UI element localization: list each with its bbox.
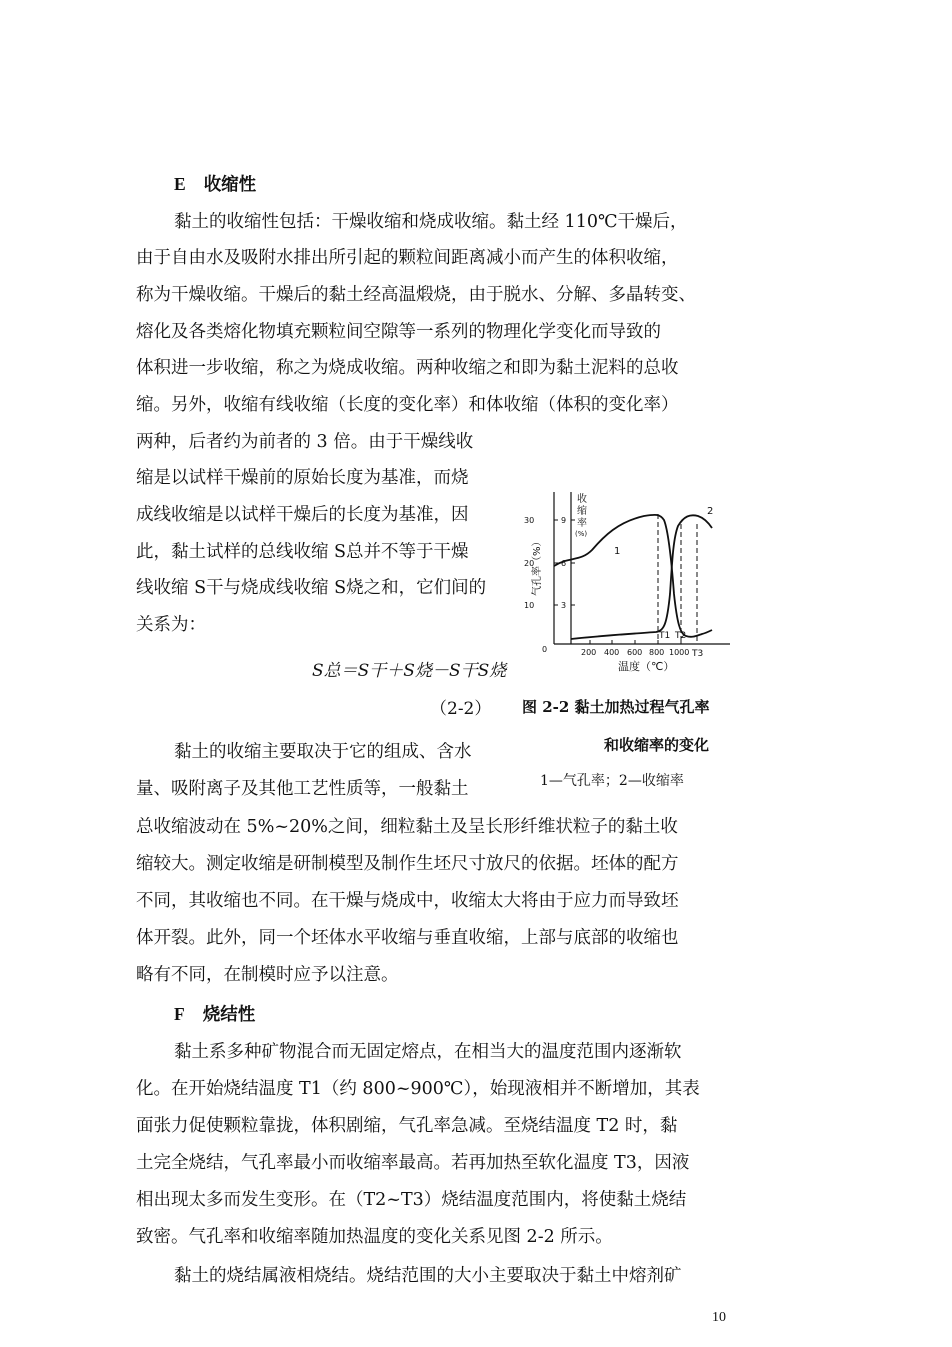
left-tick-label-10: 10 bbox=[524, 601, 535, 610]
right-axis-label-4: (%) bbox=[575, 530, 588, 538]
figure-plot bbox=[518, 484, 738, 674]
x-tick-label-200: 200 bbox=[581, 648, 597, 657]
para-e-line-11: 线收缩 S干与烧成线收缩 S烧之和，它们间的 bbox=[136, 578, 487, 598]
para-f-line-1: 黏土系多种矿物混合而无固定熔点，在相当大的温度范围内逐渐软 bbox=[174, 1042, 682, 1062]
para-e-line-2: 由于自由水及吸附水排出所引起的颗粒间距离减小而产生的体积收缩， bbox=[136, 248, 679, 268]
para-e-line-12: 关系为： bbox=[136, 615, 206, 635]
left-tick-label-30: 30 bbox=[524, 516, 535, 525]
figure-legend: 1—气孔率；2—收缩率 bbox=[540, 773, 684, 789]
right-tick-label-9: 9 bbox=[561, 516, 567, 525]
section-heading-e bbox=[174, 172, 256, 197]
para-shrink-line-4: 缩较大。测定收缩是研制模型及制作生坯尺寸放尺的依据。坯体的配方 bbox=[136, 854, 679, 874]
page-number: 10 bbox=[712, 1310, 726, 1325]
marker-label-t3: T3 bbox=[692, 649, 704, 659]
x-tick-label-1000: 1000 bbox=[669, 648, 690, 657]
equation-number: （2-2） bbox=[430, 699, 492, 719]
left-axis-label: 气孔率（%） bbox=[532, 536, 543, 596]
x-tick-label-600: 600 bbox=[627, 648, 643, 657]
para-shrink-line-5: 不同，其收缩也不同。在干燥与烧成中，收缩太大将由于应力而导致坯 bbox=[136, 891, 679, 911]
figure-2-2 bbox=[518, 484, 738, 674]
para-e-line-4: 熔化及各类熔化物填充颗粒间空隙等一系列的物理化学变化而导致的 bbox=[136, 322, 661, 342]
section-title-f: 烧结性 bbox=[202, 1005, 256, 1025]
marker-label-t2: T2 bbox=[675, 631, 687, 641]
x-axis-label: 温度（℃） bbox=[618, 660, 675, 673]
section-letter-e: E bbox=[174, 174, 186, 194]
para-shrink-line-1: 黏土的收缩主要取决于它的组成、含水 bbox=[174, 742, 472, 762]
para-e-line-10: 此，黏土试样的总线收缩 S总并不等于干燥 bbox=[136, 542, 469, 562]
para-f-line-4: 土完全烧结，气孔率最小而收缩率最高。若再加热至软化温度 T3，因液 bbox=[136, 1153, 690, 1173]
origin-label-0: 0 bbox=[542, 645, 548, 654]
left-tick-label-20: 20 bbox=[524, 559, 535, 568]
para-e-line-7: 两种，后者约为前者的 3 倍。由于干燥线收 bbox=[136, 432, 474, 452]
para-e-line-1: 黏土的收缩性包括：干燥收缩和烧成收缩。黏土经 110℃干燥后， bbox=[174, 212, 688, 232]
right-axis-label-3: 率 bbox=[577, 518, 587, 529]
figure-caption-line-2: 和收缩率的变化 bbox=[604, 736, 710, 754]
right-axis-label-2: 缩 bbox=[577, 506, 587, 517]
section-title-e: 收缩性 bbox=[203, 175, 257, 195]
para-e-line-6: 缩。另外，收缩有线收缩（长度的变化率）和体收缩（体积的变化率） bbox=[136, 395, 679, 415]
curve-2-shrinkage bbox=[571, 515, 712, 639]
para-f-line-6: 致密。气孔率和收缩率随加热温度的变化关系见图 2-2 所示。 bbox=[136, 1227, 613, 1247]
equation-2-2: S总＝S干＋S烧－S干S烧 bbox=[312, 661, 507, 681]
curve-label-1: 1 bbox=[614, 546, 621, 557]
para-e-line-3: 称为干燥收缩。干燥后的黏土经高温煅烧，由于脱水、分解、多晶转变、 bbox=[136, 285, 696, 305]
x-tick-label-800: 800 bbox=[649, 648, 665, 657]
para-f-line-2: 化。在开始烧结温度 T1（约 800~900℃），始现液相并不断增加，其表 bbox=[136, 1079, 700, 1099]
x-tick-label-400: 400 bbox=[604, 648, 620, 657]
para-e-line-5: 体积进一步收缩，称之为烧成收缩。两种收缩之和即为黏土泥料的总收 bbox=[136, 358, 679, 378]
para-e-line-9: 成线收缩是以试样干燥后的长度为基准，因 bbox=[136, 505, 469, 525]
section-heading-f bbox=[174, 1002, 255, 1027]
para-f-line-5: 相出现太多而发生变形。在（T2~T3）烧结温度范围内，将使黏土烧结 bbox=[136, 1190, 687, 1210]
para-shrink-line-6: 体开裂。此外，同一个坯体水平收缩与垂直收缩，上部与底部的收缩也 bbox=[136, 928, 679, 948]
figure-caption-line-1: 图 2-2 黏土加热过程气孔率 bbox=[522, 698, 710, 716]
right-tick-label-3: 3 bbox=[561, 601, 567, 610]
marker-label-t1: T1 bbox=[659, 631, 671, 641]
para-f-line-3: 面张力促使颗粒靠拢，体积剧缩，气孔率急减。至烧结温度 T2 时，黏 bbox=[136, 1116, 678, 1136]
para-shrink-line-7: 略有不同，在制模时应予以注意。 bbox=[136, 965, 399, 985]
section-letter-f: F bbox=[174, 1004, 185, 1024]
curve-label-2: 2 bbox=[707, 506, 714, 517]
para-shrink-line-3: 总收缩波动在 5%~20%之间，细粒黏土及呈长形纤维状粒子的黏土收 bbox=[136, 817, 678, 837]
right-axis-label-1: 收 bbox=[577, 494, 587, 505]
para-shrink-line-2: 量、吸附离子及其他工艺性质等，一般黏土 bbox=[136, 779, 469, 799]
right-tick-label-6: 6 bbox=[561, 559, 567, 568]
para-last-line: 黏土的烧结属液相烧结。烧结范围的大小主要取决于黏土中熔剂矿 bbox=[174, 1266, 682, 1286]
para-e-line-8: 缩是以试样干燥前的原始长度为基准，而烧 bbox=[136, 468, 469, 488]
